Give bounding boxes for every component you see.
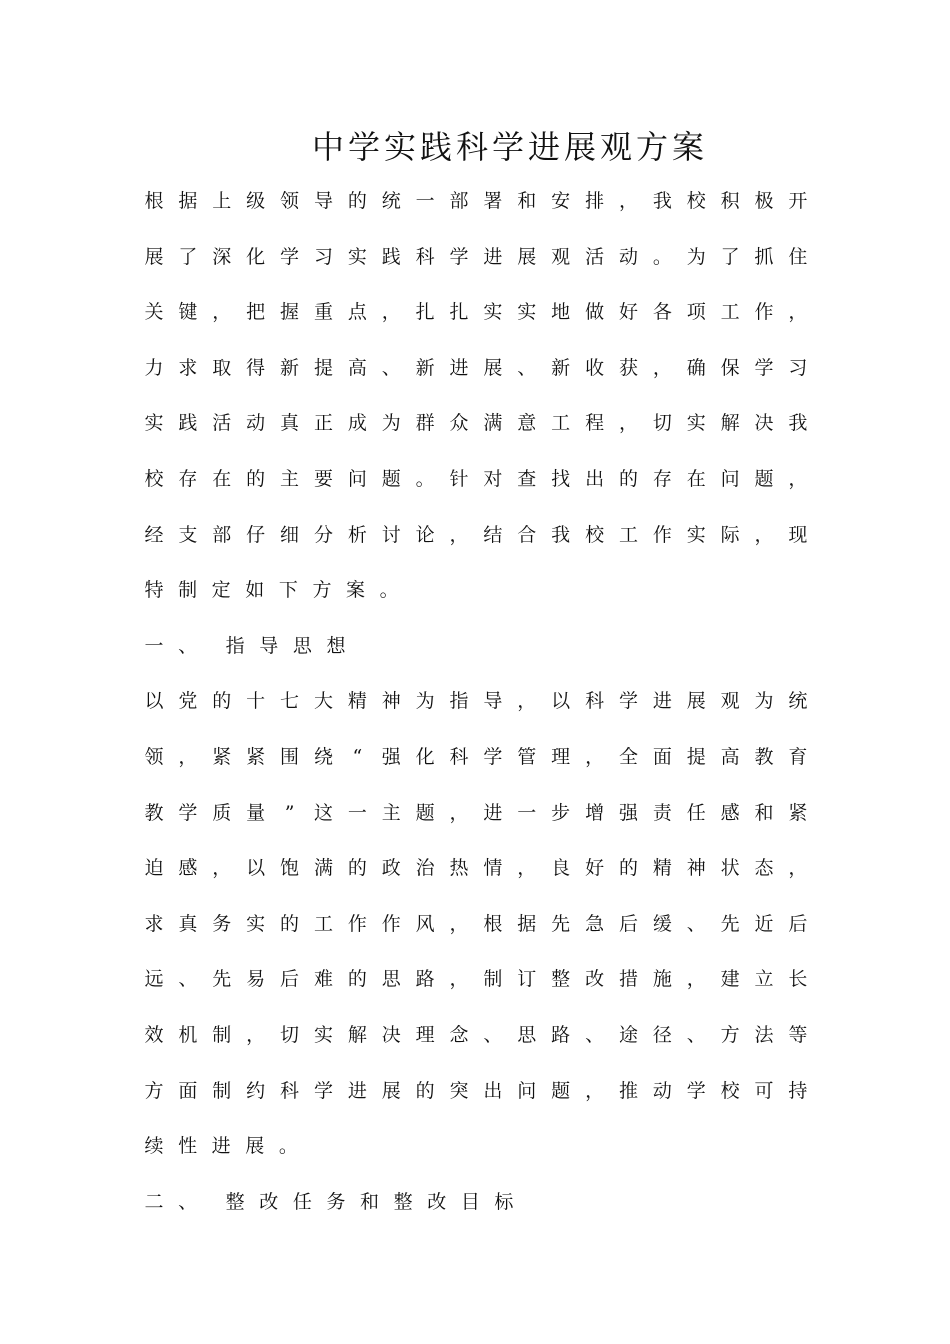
paragraph-line: 迫 感 ， 以 饱 满 的 政 治 热 情 ， 良 好 的 精 神 状 态 ，: [144, 857, 808, 880]
section-heading: 二 、 整 改 任 务 和 整 改 目 标: [144, 1190, 514, 1213]
section-heading: 一 、 指 导 思 想: [144, 634, 346, 657]
paragraph-line: 教 学 质 量 ” 这 一 主 题 ， 进 一 步 增 强 责 任 感 和 紧: [144, 801, 808, 824]
paragraph-line: 求 真 务 实 的 工 作 作 风 ， 根 据 先 急 后 缓 、 先 近 后: [144, 912, 808, 935]
paragraph-line: 力 求 取 得 新 提 高 、 新 进 展 、 新 收 获 ， 确 保 学 习: [144, 356, 808, 379]
paragraph-line: 特 制 定 如 下 方 案 。: [144, 579, 399, 602]
paragraph-line: 经 支 部 仔 细 分 析 讨 论 ， 结 合 我 校 工 作 实 际 ， 现: [144, 523, 808, 546]
paragraph-line: 效 机 制 ， 切 实 解 决 理 念 、 思 路 、 途 径 、 方 法 等: [144, 1024, 808, 1046]
paragraph-line: 展 了 深 化 学 习 实 践 科 学 进 展 观 活 动 。 为 了 抓 住: [144, 245, 808, 268]
paragraph-line: 方 面 制 约 科 学 进 展 的 突 出 问 题 ， 推 动 学 校 可 持: [144, 1079, 808, 1102]
paragraph-line: 远 、 先 易 后 难 的 思 路 ， 制 订 整 改 措 施 ， 建 立 长: [144, 968, 808, 991]
paragraph-line: 实 践 活 动 真 正 成 为 群 众 满 意 工 程 ， 切 实 解 决 我: [144, 412, 808, 435]
paragraph-line: 根 据 上 级 领 导 的 统 一 部 署 和 安 排 ， 我 校 积 极 开: [144, 190, 808, 212]
document-title: 中学实践科学进展观方案: [311, 128, 708, 166]
paragraph-line: 以 党 的 十 七 大 精 神 为 指 导 ， 以 科 学 进 展 观 为 统: [144, 690, 808, 713]
paragraph-line: 关 键 ， 把 握 重 点 ， 扎 扎 实 实 地 做 好 各 项 工 作 ，: [144, 301, 808, 324]
paragraph-line: 续 性 进 展 。: [144, 1135, 298, 1158]
paragraph-line: 领 ， 紧 紧 围 绕 “ 强 化 科 学 管 理 ， 全 面 提 高 教 育: [144, 746, 808, 768]
paragraph-line: 校 存 在 的 主 要 问 题 。 针 对 查 找 出 的 存 在 问 题 ，: [144, 468, 808, 490]
